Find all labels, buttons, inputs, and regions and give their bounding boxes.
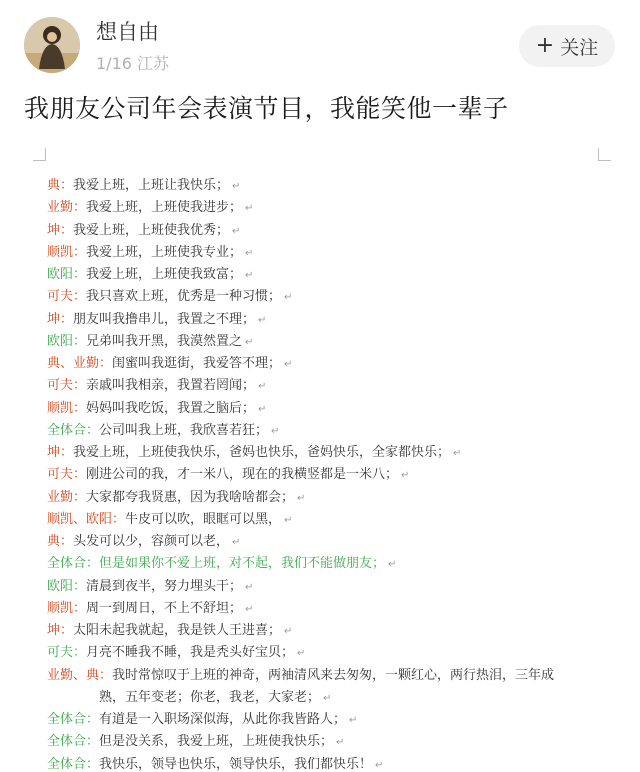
script-line (47, 641, 305, 660)
script-line (99, 686, 331, 705)
return-mark-icon: ↵ (401, 470, 410, 482)
speaker-label: 业勤： (47, 200, 87, 216)
return-mark-icon: ↵ (336, 737, 345, 749)
speaker-label: 顺凯： (47, 600, 87, 616)
line-text: 熟，五年变老；你老，我老，大家老； (99, 689, 321, 705)
line-text: 头发可以少，容颜可以老， (73, 534, 230, 549)
speaker-label: 全体合： (47, 712, 100, 727)
line-text: 我爱上班，上班使我进步； (86, 200, 243, 216)
line-text: 有道是一入职场深似海，从此你我皆路人； (99, 712, 347, 727)
speaker-label: 欧阳： (47, 333, 87, 349)
script-line (47, 219, 240, 238)
script-line (47, 419, 279, 438)
script-line (47, 552, 396, 571)
script-line (47, 575, 253, 594)
return-mark-icon: ↵ (245, 247, 254, 259)
script-line (47, 285, 292, 304)
script-line (47, 308, 266, 327)
return-mark-icon: ↵ (349, 715, 358, 726)
line-text: 我爱上班，上班使我专业； (86, 244, 243, 260)
script-line (47, 708, 357, 727)
return-mark-icon: ↵ (232, 537, 241, 548)
post-title: 我朋友公司年会表演节目，我能笑他一辈子 (24, 94, 509, 123)
speaker-label: 顺凯、欧阳： (47, 511, 126, 527)
script-line (47, 730, 344, 749)
line-text: 我爱上班，上班使我致富； (86, 267, 243, 282)
return-mark-icon: ↵ (453, 448, 462, 459)
return-mark-icon: ↵ (258, 403, 267, 415)
line-text: 闺蜜叫我逛街，我爱答不理； (112, 356, 282, 371)
return-mark-icon: ↵ (375, 759, 384, 771)
return-mark-icon: ↵ (297, 492, 306, 504)
script-line (47, 352, 292, 371)
return-mark-icon: ↵ (323, 692, 332, 704)
script-line (47, 263, 253, 282)
speaker-label: 欧阳： (47, 267, 87, 282)
follow-button[interactable] (519, 25, 615, 67)
line-text: 牛皮可以吹，眼眶可以黑， (125, 511, 282, 527)
script-line (47, 664, 554, 683)
script-line (47, 486, 305, 505)
speaker-label: 坤： (47, 623, 74, 638)
speaker-label: 全体合： (47, 422, 100, 438)
script-line (47, 241, 253, 260)
speaker-label: 业勤、典： (47, 667, 113, 683)
follow-label: 关注 (560, 36, 599, 59)
line-text: 朋友叫我撸串儿，我置之不理； (73, 311, 256, 327)
speaker-label: 可夫： (47, 378, 87, 394)
return-mark-icon: ↵ (258, 314, 267, 326)
line-text: 妈妈叫我吃饭，我置之脑后； (86, 400, 256, 416)
line-text: 但是没关系，我爱上班，上班使我快乐； (99, 734, 334, 750)
speaker-label: 可夫： (47, 467, 87, 483)
line-text: 太阳未起我就起，我是铁人王进喜； (73, 623, 282, 638)
speaker-label: 坤： (47, 222, 74, 238)
speaker-label: 坤： (47, 311, 74, 327)
line-text: 我时常惊叹于上班的神奇，两袖清风来去匆匆，一颗红心，两行热泪，三年成 (112, 667, 555, 683)
line-text: 周一到周日，不上不舒坦； (86, 600, 243, 616)
line-text: 刚进公司的我，才一米八，现在的我横竖都是一米八； (86, 467, 399, 483)
script-line (47, 374, 266, 393)
return-mark-icon: ↵ (245, 203, 254, 215)
return-mark-icon: ↵ (245, 581, 254, 593)
script-line (47, 619, 292, 638)
line-text: 大家都夸我贤惠，因为我啥啥都会； (86, 489, 295, 505)
line-text: 公司叫我上班，我欣喜若狂； (99, 422, 269, 438)
return-mark-icon: ↵ (284, 292, 293, 304)
plus-icon: + (535, 33, 555, 58)
line-text: 我快乐，领导也快乐，领导快乐，我们都快乐！ (99, 756, 373, 772)
post-meta: 1/16 江苏 (96, 54, 170, 73)
speaker-label: 全体合： (47, 756, 100, 772)
speaker-label: 全体合： (47, 734, 100, 750)
line-text: 兄弟叫我开黑，我漠然置之 (86, 333, 243, 349)
return-mark-icon: ↵ (258, 381, 267, 393)
speaker-label: 典、业勤： (47, 356, 113, 371)
speaker-label: 典： (47, 534, 74, 549)
script-line (47, 174, 240, 193)
script-line (47, 196, 253, 215)
return-mark-icon: ↵ (232, 181, 241, 192)
speaker-label: 全体合： (47, 556, 100, 572)
script-line (47, 441, 461, 460)
return-mark-icon: ↵ (284, 359, 293, 370)
return-mark-icon: ↵ (232, 225, 241, 237)
line-text: 我爱上班，上班使我快乐，爸妈也快乐，爸妈快乐，全家都快乐； (73, 445, 451, 460)
line-text: 亲戚叫我相亲，我置若罔闻； (86, 378, 256, 394)
avatar[interactable] (24, 17, 80, 73)
return-mark-icon: ↵ (271, 425, 280, 437)
return-mark-icon: ↵ (388, 559, 397, 571)
line-text: 我只喜欢上班，优秀是一种习惯； (86, 289, 282, 305)
script-line (47, 530, 240, 549)
speaker-label: 可夫： (47, 645, 87, 661)
avatar-image (24, 17, 80, 73)
page-corner-mark (598, 148, 611, 161)
speaker-label: 坤： (47, 445, 74, 460)
return-mark-icon: ↵ (245, 603, 254, 615)
line-text: 清晨到夜半，努力埋头干； (86, 578, 243, 594)
page-corner-mark (33, 148, 46, 161)
username[interactable]: 想自由 (96, 20, 159, 44)
speaker-label: 欧阳： (47, 578, 87, 594)
return-mark-icon: ↵ (297, 648, 306, 660)
speaker-label: 业勤： (47, 489, 87, 505)
return-mark-icon: ↵ (245, 270, 254, 281)
script-line (47, 463, 409, 482)
document-image (0, 140, 640, 772)
speaker-label: 顺凯： (47, 400, 87, 416)
speaker-label: 顺凯： (47, 244, 87, 260)
speaker-label: 典： (47, 178, 74, 193)
line-text: 我爱上班，上班使我优秀； (73, 222, 230, 238)
script-line (47, 597, 253, 616)
script-line (47, 330, 253, 349)
script-line (47, 508, 292, 527)
speaker-label: 可夫： (47, 289, 87, 305)
script-line (47, 753, 383, 772)
line-text: 但是如果你不爱上班，对不起，我们不能做朋友； (99, 556, 386, 572)
line-text: 我爱上班，上班让我快乐； (73, 178, 230, 193)
return-mark-icon: ↵ (245, 336, 254, 348)
return-mark-icon: ↵ (284, 514, 293, 526)
return-mark-icon: ↵ (284, 626, 293, 637)
line-text: 月亮不睡我不睡，我是秃头好宝贝； (86, 645, 295, 661)
script-line (47, 397, 266, 416)
